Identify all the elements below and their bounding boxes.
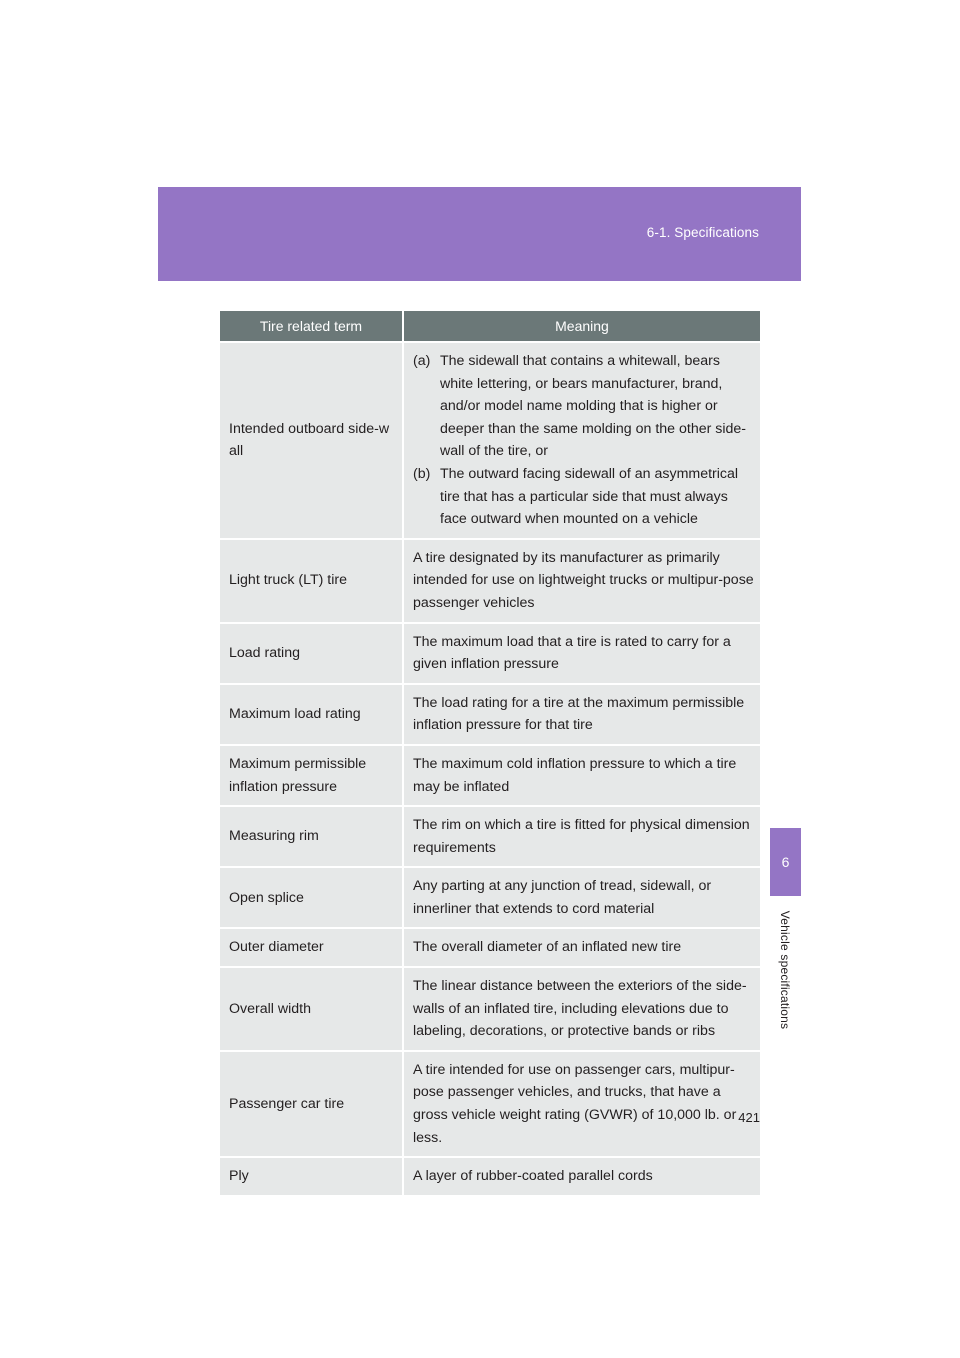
term-cell: Maximum load rating bbox=[220, 684, 403, 745]
term-cell: Maximum permissible inflation pressure bbox=[220, 745, 403, 806]
table-row bbox=[220, 342, 760, 539]
term-cell: Intended outboard side-wall bbox=[220, 342, 403, 539]
chapter-label: Vehicle specifications bbox=[778, 910, 792, 1030]
meaning-cell: The rim on which a tire is fitted for physical dimension requirements bbox=[403, 806, 760, 867]
term-cell: Passenger car tire bbox=[220, 1051, 403, 1157]
term-cell: Load rating bbox=[220, 623, 403, 684]
meaning-cell bbox=[403, 342, 760, 539]
table-row bbox=[220, 967, 760, 1051]
tire-terms-table bbox=[220, 311, 760, 1195]
table-row bbox=[220, 1157, 760, 1195]
term-cell: Ply bbox=[220, 1157, 403, 1195]
table-row bbox=[220, 623, 760, 684]
table-row bbox=[220, 745, 760, 806]
meaning-cell: Any parting at any junction of tread, sidewall, or innerliner that extends to cord material bbox=[403, 867, 760, 928]
header-band bbox=[158, 187, 801, 281]
table-row bbox=[220, 539, 760, 623]
column-header-meaning: Meaning bbox=[403, 311, 760, 342]
list-item bbox=[413, 350, 756, 463]
meaning-cell: The maximum cold inflation pressure to which a tire may be inflated bbox=[403, 745, 760, 806]
chapter-number: 6 bbox=[781, 854, 790, 870]
term-cell: Outer diameter bbox=[220, 928, 403, 967]
list-marker: (b) bbox=[413, 465, 431, 482]
table-row bbox=[220, 867, 760, 928]
list-marker: (a) bbox=[413, 353, 431, 369]
meaning-cell: The overall diameter of an inflated new tire bbox=[403, 928, 760, 967]
meaning-cell: The linear distance between the exteriors of the side-walls of an inflated tire, including elevations due to labeling, decorations, or protective bands or ribs bbox=[403, 967, 760, 1051]
meaning-cell: A tire intended for use on passenger cars, multipur-pose passenger vehicles, and trucks, that have a gross vehicle weight rating (GVWR) of 10,000 lb. or less. bbox=[403, 1051, 760, 1157]
section-title: 6-1. Specifications bbox=[646, 225, 759, 240]
list-item bbox=[413, 463, 756, 531]
page-number: 421 bbox=[738, 1110, 760, 1125]
term-cell: Overall width bbox=[220, 967, 403, 1051]
list-text: The outward facing sidewall of an asymmetrical tire that has a particular side that must always face outward when mounted on a vehicle bbox=[440, 465, 739, 528]
chapter-tab bbox=[770, 828, 801, 896]
term-cell: Light truck (LT) tire bbox=[220, 539, 403, 623]
table-header-row bbox=[220, 311, 760, 342]
table-row bbox=[220, 684, 760, 745]
meaning-cell: A tire designated by its manufacturer as primarily intended for use on lightweight trucks or multipur-pose passenger vehicles bbox=[403, 539, 760, 623]
term-cell: Measuring rim bbox=[220, 806, 403, 867]
term-cell: Open splice bbox=[220, 867, 403, 928]
list-text: The sidewall that contains a whitewall, bears white lettering, or bears manufacturer, brand, and/or model name molding that is higher or deeper than the same molding on the other side-wall of the tire, or bbox=[440, 353, 747, 460]
column-header-term: Tire related term bbox=[220, 311, 403, 342]
meaning-cell: A layer of rubber-coated parallel cords bbox=[403, 1157, 760, 1195]
table-row bbox=[220, 928, 760, 967]
meaning-cell: The maximum load that a tire is rated to carry for a given inflation pressure bbox=[403, 623, 760, 684]
meaning-cell: The load rating for a tire at the maximum permissible inflation pressure for that tire bbox=[403, 684, 760, 745]
table-row bbox=[220, 806, 760, 867]
table-row bbox=[220, 1051, 760, 1157]
